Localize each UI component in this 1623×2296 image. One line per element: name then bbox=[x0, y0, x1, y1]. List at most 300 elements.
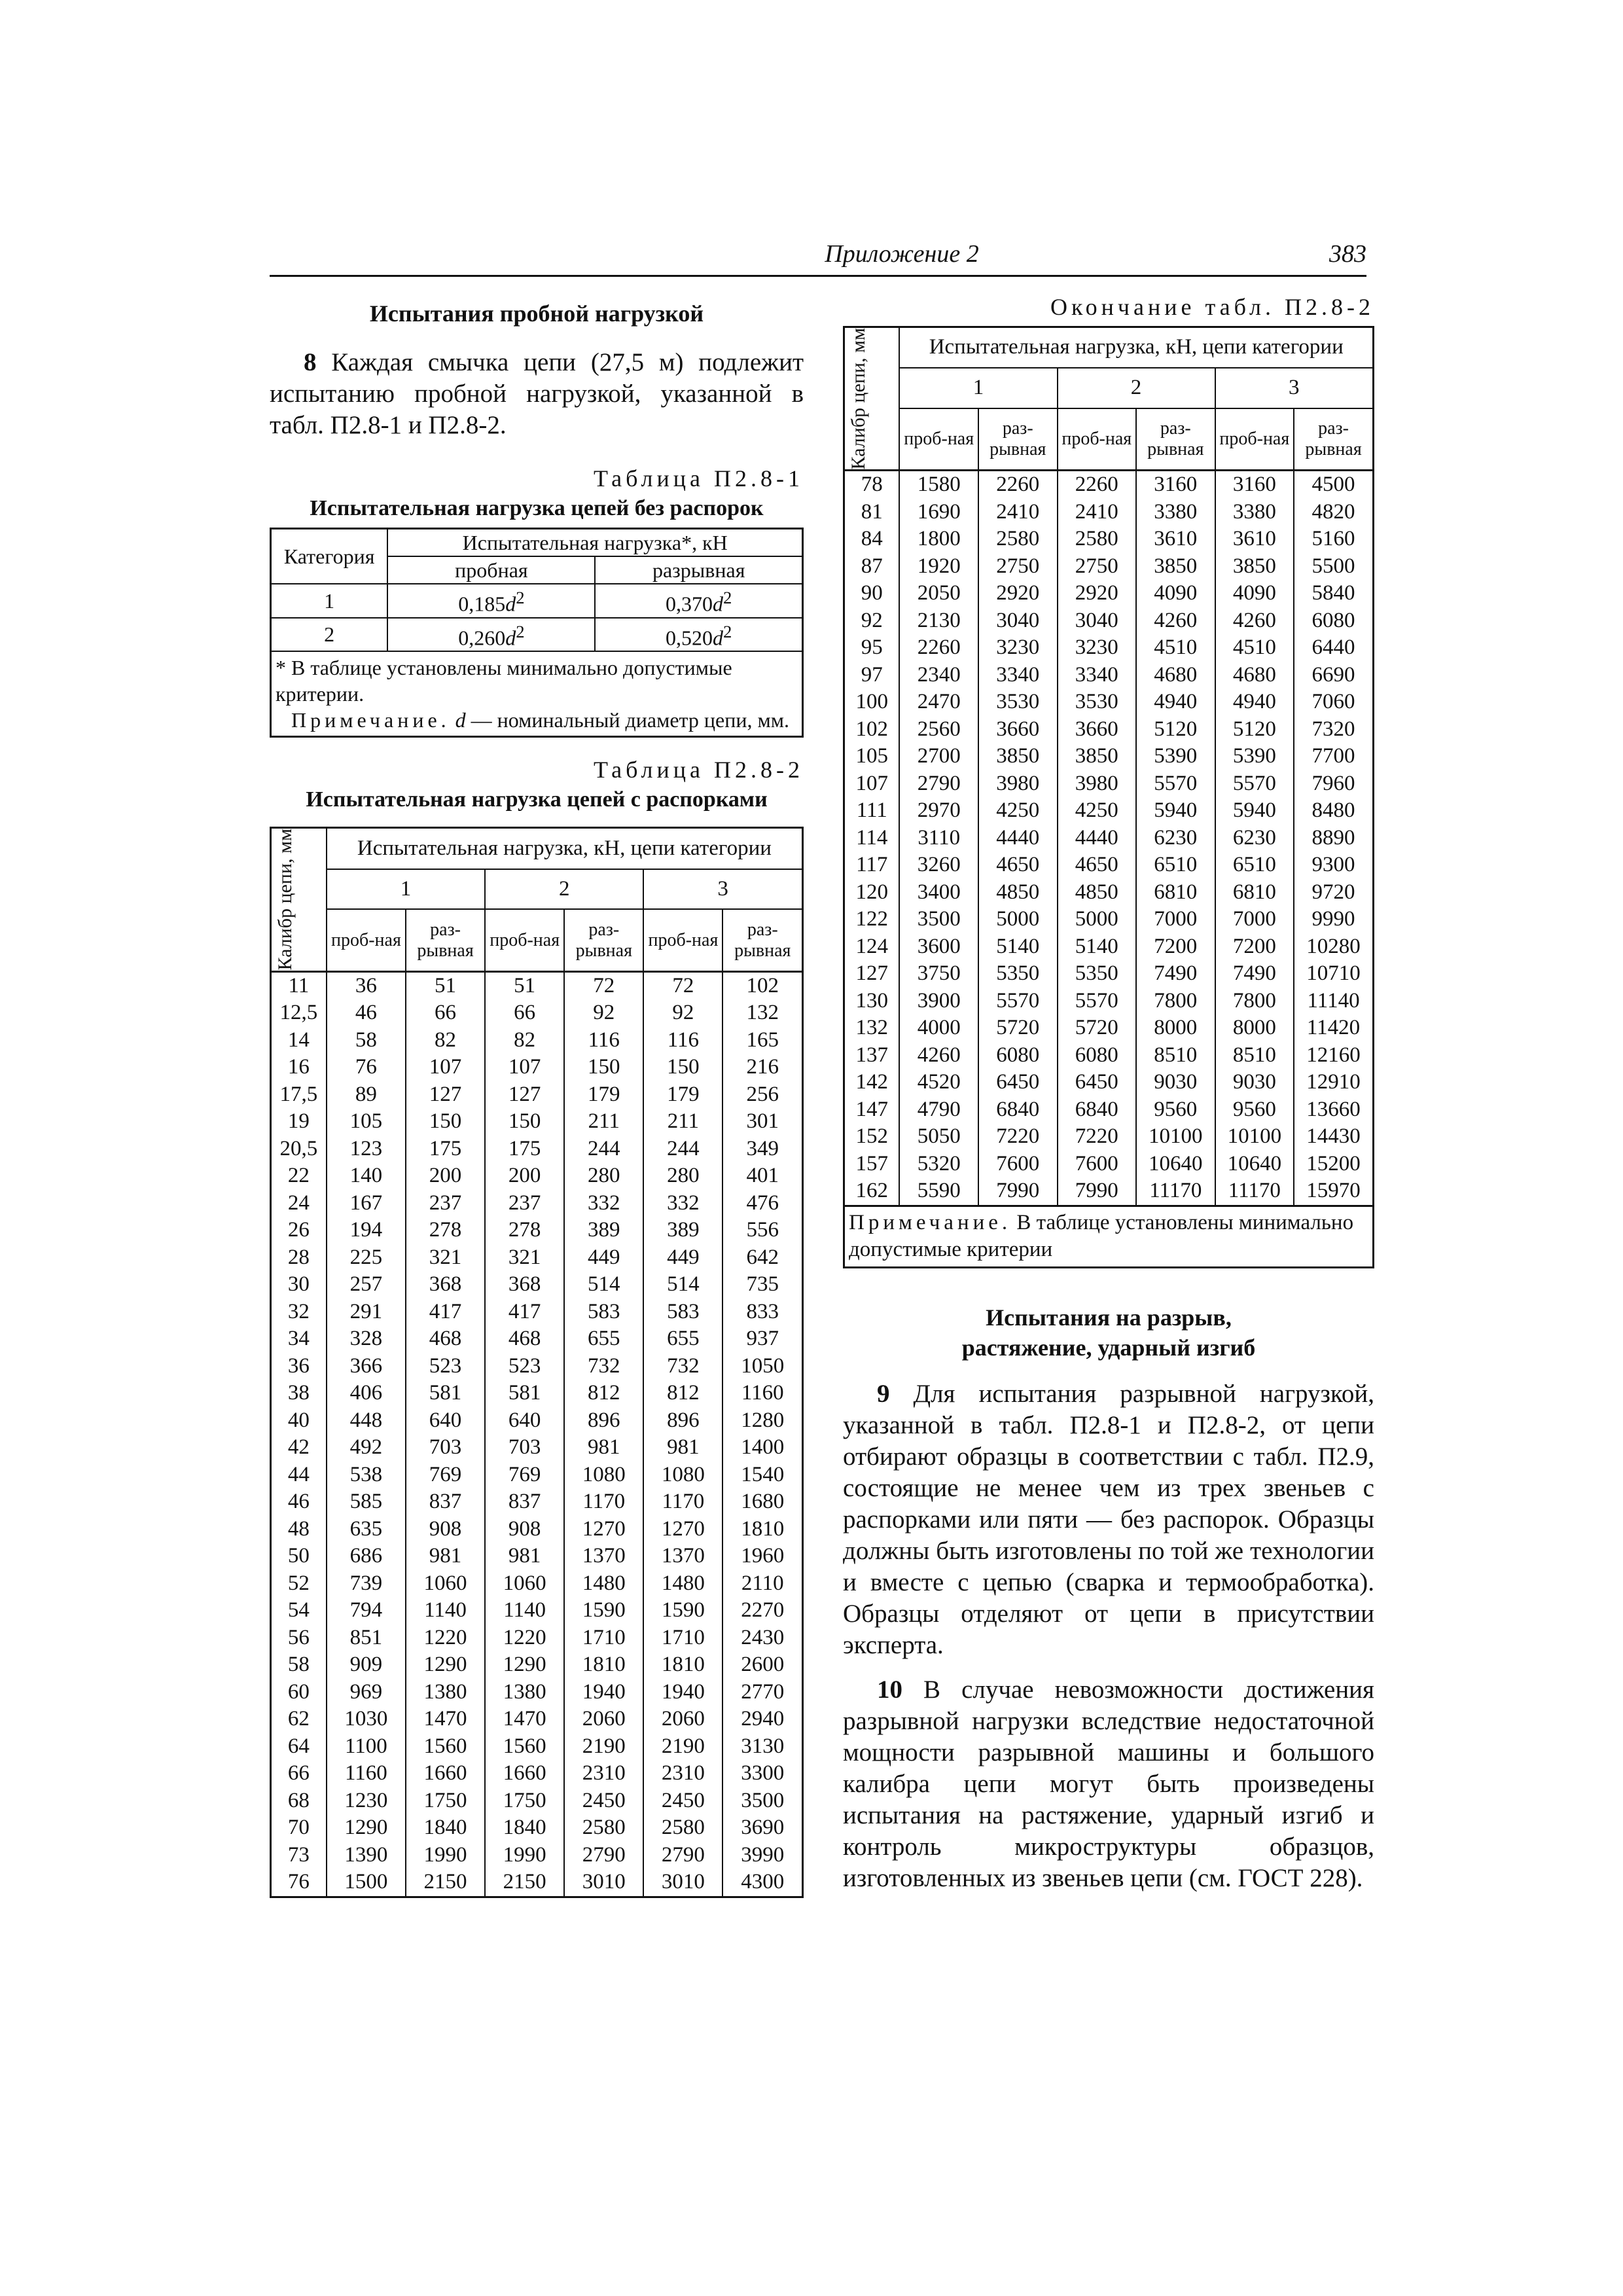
table-row bbox=[844, 580, 1374, 607]
page-header bbox=[270, 238, 1366, 277]
load-cell: 165 bbox=[722, 1027, 802, 1054]
load-cell: 8890 bbox=[1294, 825, 1373, 852]
load-cell: 11420 bbox=[1294, 1014, 1373, 1042]
load-cell: 76 bbox=[327, 1054, 406, 1081]
load-cell: 1270 bbox=[564, 1516, 643, 1543]
load-cell: 4820 bbox=[1294, 499, 1373, 526]
table-2-header-proof: проб-ная bbox=[899, 408, 978, 471]
load-cell: 2130 bbox=[899, 607, 978, 635]
load-cell: 2750 bbox=[1058, 553, 1137, 581]
load-cell: 1080 bbox=[564, 1462, 643, 1489]
paragraph-10 bbox=[843, 1674, 1374, 1894]
load-cell: 7220 bbox=[1058, 1123, 1137, 1151]
load-cell: 225 bbox=[327, 1244, 406, 1272]
load-cell: 5570 bbox=[1058, 988, 1137, 1015]
load-cell: 1920 bbox=[899, 553, 978, 581]
load-cell: 417 bbox=[485, 1299, 564, 1326]
load-cell: 3900 bbox=[899, 988, 978, 1015]
load-cell: 5940 bbox=[1136, 797, 1215, 825]
load-cell: 321 bbox=[406, 1244, 485, 1272]
load-cell: 583 bbox=[643, 1299, 722, 1326]
load-cell: 3230 bbox=[1058, 634, 1137, 662]
load-cell: 328 bbox=[327, 1325, 406, 1353]
load-cell: 3610 bbox=[1136, 526, 1215, 553]
load-cell: 7000 bbox=[1136, 906, 1215, 933]
load-cell: 8000 bbox=[1136, 1014, 1215, 1042]
load-cell: 12910 bbox=[1294, 1069, 1373, 1096]
caliber-cell: 122 bbox=[844, 906, 900, 933]
caliber-cell: 147 bbox=[844, 1096, 900, 1124]
load-cell: 2410 bbox=[1058, 499, 1137, 526]
load-cell: 7700 bbox=[1294, 743, 1373, 770]
load-cell: 1990 bbox=[406, 1842, 485, 1869]
load-cell: 1100 bbox=[327, 1733, 406, 1761]
load-cell: 7220 bbox=[978, 1123, 1058, 1151]
load-cell: 896 bbox=[643, 1407, 722, 1435]
load-cell: 1380 bbox=[406, 1679, 485, 1706]
load-cell: 349 bbox=[722, 1136, 802, 1163]
load-cell: 9030 bbox=[1136, 1069, 1215, 1096]
caliber-cell: 68 bbox=[271, 1787, 327, 1815]
load-cell: 179 bbox=[564, 1081, 643, 1109]
caliber-cell: 16 bbox=[271, 1054, 327, 1081]
load-cell: 1590 bbox=[643, 1597, 722, 1624]
caliber-cell: 84 bbox=[844, 526, 900, 553]
load-cell: 10710 bbox=[1294, 960, 1373, 988]
caliber-cell: 17,5 bbox=[271, 1081, 327, 1109]
load-cell: 1080 bbox=[643, 1462, 722, 1489]
load-cell: 3340 bbox=[1058, 662, 1137, 689]
load-cell: 583 bbox=[564, 1299, 643, 1326]
load-cell: 127 bbox=[406, 1081, 485, 1109]
load-cell: 2970 bbox=[899, 797, 978, 825]
load-cell: 72 bbox=[643, 971, 722, 999]
load-cell: 1560 bbox=[406, 1733, 485, 1761]
load-cell: 3130 bbox=[722, 1733, 802, 1761]
table-row bbox=[271, 1108, 803, 1136]
load-cell: 7320 bbox=[1294, 716, 1373, 744]
load-cell: 4000 bbox=[899, 1014, 978, 1042]
load-cell: 2050 bbox=[899, 580, 978, 607]
table-cell: $0,185d^2$ bbox=[387, 584, 595, 618]
load-cell: 368 bbox=[406, 1271, 485, 1299]
load-cell: 4680 bbox=[1136, 662, 1215, 689]
table-2-header-break: раз-рывная bbox=[564, 909, 643, 971]
load-cell: 1960 bbox=[722, 1543, 802, 1570]
load-cell: 6840 bbox=[978, 1096, 1058, 1124]
caliber-cell: 64 bbox=[271, 1733, 327, 1761]
table-row bbox=[844, 471, 1374, 499]
load-cell: 1140 bbox=[406, 1597, 485, 1624]
load-cell: 6510 bbox=[1136, 852, 1215, 879]
table-row bbox=[271, 1787, 803, 1815]
load-cell: 1540 bbox=[722, 1462, 802, 1489]
load-cell: 2310 bbox=[643, 1760, 722, 1787]
load-cell: 82 bbox=[485, 1027, 564, 1054]
load-cell: 981 bbox=[643, 1434, 722, 1462]
load-cell: 167 bbox=[327, 1190, 406, 1217]
table-2-header-cat2: 2 bbox=[485, 869, 643, 910]
table-2-header-proof: проб-ная bbox=[327, 909, 406, 971]
load-cell: 2790 bbox=[899, 770, 978, 798]
caliber-cell: 22 bbox=[271, 1162, 327, 1190]
table-2-header-break: раз-рывная bbox=[1294, 408, 1373, 471]
table-row bbox=[844, 1177, 1374, 1206]
table-2-header-break: раз-рывная bbox=[1136, 408, 1215, 471]
table-row bbox=[844, 825, 1374, 852]
load-cell: 523 bbox=[485, 1353, 564, 1380]
load-cell: 1690 bbox=[899, 499, 978, 526]
load-cell: 3660 bbox=[978, 716, 1058, 744]
caliber-cell: 32 bbox=[271, 1299, 327, 1326]
load-cell: 1590 bbox=[564, 1597, 643, 1624]
table-row bbox=[844, 662, 1374, 689]
load-cell: 2060 bbox=[564, 1706, 643, 1733]
load-cell: 812 bbox=[564, 1380, 643, 1407]
table-2-title: Испытательная нагрузка цепей с распорками bbox=[306, 787, 768, 812]
caliber-cell: 70 bbox=[271, 1814, 327, 1842]
load-cell: 11170 bbox=[1215, 1177, 1294, 1206]
note-label: Примечание. bbox=[291, 708, 450, 732]
caliber-cell: 102 bbox=[844, 716, 900, 744]
caliber-cell: 38 bbox=[271, 1380, 327, 1407]
caliber-cell: 30 bbox=[271, 1271, 327, 1299]
load-cell: 1290 bbox=[327, 1814, 406, 1842]
paragraph-9-number: 9 bbox=[877, 1379, 890, 1408]
table-row bbox=[271, 971, 803, 999]
caliber-cell: 76 bbox=[271, 1869, 327, 1897]
load-cell: 5000 bbox=[1058, 906, 1137, 933]
table-1-header-break: разрывная bbox=[595, 556, 802, 584]
load-cell: 1170 bbox=[564, 1488, 643, 1516]
load-cell: 332 bbox=[643, 1190, 722, 1217]
load-cell: 2450 bbox=[643, 1787, 722, 1815]
load-cell: 368 bbox=[485, 1271, 564, 1299]
table-row bbox=[271, 1733, 803, 1761]
load-cell: 5350 bbox=[978, 960, 1058, 988]
load-cell: 8000 bbox=[1215, 1014, 1294, 1042]
load-cell: 256 bbox=[722, 1081, 802, 1109]
caliber-cell: 36 bbox=[271, 1353, 327, 1380]
caliber-cell: 100 bbox=[844, 689, 900, 716]
table-row bbox=[844, 906, 1374, 933]
load-cell: 1940 bbox=[564, 1679, 643, 1706]
caliber-cell: 52 bbox=[271, 1570, 327, 1598]
load-cell: 1370 bbox=[564, 1543, 643, 1570]
load-cell: 3850 bbox=[1058, 743, 1137, 770]
caliber-cell: 92 bbox=[844, 607, 900, 635]
caliber-cell: 152 bbox=[844, 1123, 900, 1151]
load-cell: 3300 bbox=[722, 1760, 802, 1787]
table-row bbox=[271, 1027, 803, 1054]
load-cell: 3010 bbox=[643, 1869, 722, 1897]
table-2-header-caliber: Калибр цепи, мм bbox=[271, 828, 327, 971]
load-cell: 2580 bbox=[1058, 526, 1137, 553]
load-cell: 15200 bbox=[1294, 1151, 1373, 1178]
table-row bbox=[844, 1123, 1374, 1151]
load-cell: 1380 bbox=[485, 1679, 564, 1706]
load-cell: 4500 bbox=[1294, 471, 1373, 499]
table-row bbox=[844, 988, 1374, 1015]
load-cell: 1940 bbox=[643, 1679, 722, 1706]
load-cell: 6690 bbox=[1294, 662, 1373, 689]
load-cell: 2560 bbox=[899, 716, 978, 744]
load-cell: 4440 bbox=[1058, 825, 1137, 852]
table-row bbox=[271, 1162, 803, 1190]
load-cell: 3980 bbox=[978, 770, 1058, 798]
table-row bbox=[271, 1570, 803, 1598]
load-cell: 1230 bbox=[327, 1787, 406, 1815]
load-cell: 908 bbox=[485, 1516, 564, 1543]
load-cell: 1840 bbox=[485, 1814, 564, 1842]
table-2-header-break: раз-рывная bbox=[406, 909, 485, 971]
load-cell: 1280 bbox=[722, 1407, 802, 1435]
load-cell: 981 bbox=[564, 1434, 643, 1462]
load-cell: 640 bbox=[485, 1407, 564, 1435]
load-cell: 82 bbox=[406, 1027, 485, 1054]
caliber-cell: 56 bbox=[271, 1624, 327, 1652]
load-cell: 200 bbox=[485, 1162, 564, 1190]
load-cell: 2700 bbox=[899, 743, 978, 770]
load-cell: 7490 bbox=[1136, 960, 1215, 988]
load-cell: 5940 bbox=[1215, 797, 1294, 825]
paragraph-9 bbox=[843, 1378, 1374, 1661]
table-row bbox=[271, 1516, 803, 1543]
load-cell: 2580 bbox=[643, 1814, 722, 1842]
load-cell: 6450 bbox=[978, 1069, 1058, 1096]
load-cell: 5570 bbox=[1136, 770, 1215, 798]
table-row bbox=[271, 1869, 803, 1897]
load-cell: 1500 bbox=[327, 1869, 406, 1897]
load-cell: 1160 bbox=[722, 1380, 802, 1407]
load-cell: 7800 bbox=[1136, 988, 1215, 1015]
paragraph-8-text: Каждая смычка цепи (27,5 м) подлежит испытанию пробной нагрузкой, указанной в табл. П2.8-1 и П2.8-2. bbox=[270, 348, 804, 439]
load-cell: 981 bbox=[485, 1543, 564, 1570]
table-row bbox=[844, 499, 1374, 526]
load-cell: 5390 bbox=[1136, 743, 1215, 770]
table-row bbox=[271, 1679, 803, 1706]
table-row bbox=[844, 553, 1374, 581]
caliber-cell: 114 bbox=[844, 825, 900, 852]
load-cell: 642 bbox=[722, 1244, 802, 1272]
load-cell: 2260 bbox=[978, 471, 1058, 499]
load-cell: 3850 bbox=[1136, 553, 1215, 581]
load-cell: 703 bbox=[485, 1434, 564, 1462]
load-cell: 7600 bbox=[978, 1151, 1058, 1178]
load-cell: 735 bbox=[722, 1271, 802, 1299]
load-cell: 6080 bbox=[1294, 607, 1373, 635]
load-cell: 523 bbox=[406, 1353, 485, 1380]
load-cell: 769 bbox=[406, 1462, 485, 1489]
load-cell: 5840 bbox=[1294, 580, 1373, 607]
load-cell: 401 bbox=[722, 1162, 802, 1190]
caliber-cell: 42 bbox=[271, 1434, 327, 1462]
load-cell: 6840 bbox=[1058, 1096, 1137, 1124]
load-cell: 3260 bbox=[899, 852, 978, 879]
table-row bbox=[271, 1190, 803, 1217]
load-cell: 1840 bbox=[406, 1814, 485, 1842]
caliber-cell: 97 bbox=[844, 662, 900, 689]
load-cell: 150 bbox=[564, 1054, 643, 1081]
table-row bbox=[271, 1054, 803, 1081]
load-cell: 301 bbox=[722, 1108, 802, 1136]
load-cell: 237 bbox=[406, 1190, 485, 1217]
load-cell: 9560 bbox=[1215, 1096, 1294, 1124]
table-row bbox=[844, 1014, 1374, 1042]
table-row bbox=[271, 1217, 803, 1244]
load-cell: 1560 bbox=[485, 1733, 564, 1761]
load-cell: 5320 bbox=[899, 1151, 978, 1178]
load-cell: 1750 bbox=[485, 1787, 564, 1815]
section-title-break-tests-line2: растяжение, ударный изгиб bbox=[961, 1334, 1256, 1361]
table-row bbox=[271, 1814, 803, 1842]
paragraph-10-text: В случае невозможности достижения разрывной нагрузки вследствие недостаточной мощности разрывной машины и большого калибра цепи могут быть произведены испытания на растяжение, ударный изгиб и контроль микроструктуры образцов, изготовленных из звеньев цепи (см. ГОСТ 228). bbox=[843, 1675, 1374, 1892]
table-cell: 2 bbox=[271, 618, 388, 652]
caliber-cell: 54 bbox=[271, 1597, 327, 1624]
table-1-footnote: * В таблице установлены минимально допустимые критерии. Примечание. d — номинальный диаметр цепи, мм. bbox=[271, 651, 803, 737]
table-row bbox=[271, 1651, 803, 1679]
caliber-cell: 20,5 bbox=[271, 1136, 327, 1163]
table-row bbox=[844, 852, 1374, 879]
table-cell: 1 bbox=[271, 584, 388, 618]
caliber-cell: 87 bbox=[844, 553, 900, 581]
caliber-cell: 105 bbox=[844, 743, 900, 770]
load-cell: 4300 bbox=[722, 1869, 802, 1897]
load-cell: 2260 bbox=[1058, 471, 1137, 499]
load-cell: 1060 bbox=[485, 1570, 564, 1598]
caliber-cell: 60 bbox=[271, 1679, 327, 1706]
caliber-cell: 137 bbox=[844, 1042, 900, 1069]
load-cell: 2430 bbox=[722, 1624, 802, 1652]
table-row bbox=[844, 1151, 1374, 1178]
load-cell: 2790 bbox=[564, 1842, 643, 1869]
table-row bbox=[844, 634, 1374, 662]
table-row bbox=[271, 1462, 803, 1489]
load-cell: 102 bbox=[722, 971, 802, 999]
load-cell: 468 bbox=[406, 1325, 485, 1353]
table-row bbox=[271, 1081, 803, 1109]
table-row bbox=[844, 1096, 1374, 1124]
load-cell: 1660 bbox=[406, 1760, 485, 1787]
load-cell: 150 bbox=[643, 1054, 722, 1081]
page-number: 383 bbox=[1329, 240, 1366, 268]
table-1 bbox=[270, 528, 804, 738]
load-cell: 468 bbox=[485, 1325, 564, 1353]
load-cell: 406 bbox=[327, 1380, 406, 1407]
table-row bbox=[271, 999, 803, 1027]
load-cell: 3500 bbox=[899, 906, 978, 933]
load-cell: 739 bbox=[327, 1570, 406, 1598]
load-cell: 2920 bbox=[978, 580, 1058, 607]
load-cell: 732 bbox=[564, 1353, 643, 1380]
table-2-continuation-label: Окончание табл. П2.8-2 bbox=[1050, 294, 1374, 320]
table-row bbox=[844, 933, 1374, 961]
table-cell: $0,370d^2$ bbox=[595, 584, 802, 618]
load-cell: 4090 bbox=[1215, 580, 1294, 607]
load-cell: 1710 bbox=[564, 1624, 643, 1652]
table-2-header-break: раз-рывная bbox=[978, 408, 1058, 471]
load-cell: 4650 bbox=[1058, 852, 1137, 879]
table-row bbox=[271, 1353, 803, 1380]
load-cell: 812 bbox=[643, 1380, 722, 1407]
section-title-break-tests-line1: Испытания на разрыв, bbox=[986, 1304, 1232, 1331]
load-cell: 837 bbox=[485, 1488, 564, 1516]
load-cell: 7800 bbox=[1215, 988, 1294, 1015]
load-cell: 6440 bbox=[1294, 634, 1373, 662]
load-cell: 909 bbox=[327, 1651, 406, 1679]
load-cell: 5140 bbox=[1058, 933, 1137, 961]
load-cell: 1370 bbox=[643, 1543, 722, 1570]
table-row bbox=[271, 1706, 803, 1733]
load-cell: 332 bbox=[564, 1190, 643, 1217]
table-row bbox=[844, 797, 1374, 825]
load-cell: 7060 bbox=[1294, 689, 1373, 716]
load-cell: 321 bbox=[485, 1244, 564, 1272]
load-cell: 703 bbox=[406, 1434, 485, 1462]
load-cell: 794 bbox=[327, 1597, 406, 1624]
load-cell: 1290 bbox=[406, 1651, 485, 1679]
table-row bbox=[844, 716, 1374, 744]
load-cell: 6510 bbox=[1215, 852, 1294, 879]
caliber-cell: 66 bbox=[271, 1760, 327, 1787]
load-cell: 6230 bbox=[1215, 825, 1294, 852]
table-cell: $0,520d^2$ bbox=[595, 618, 802, 652]
load-cell: 4090 bbox=[1136, 580, 1215, 607]
load-cell: 3040 bbox=[1058, 607, 1137, 635]
load-cell: 5140 bbox=[978, 933, 1058, 961]
load-cell: 2580 bbox=[564, 1814, 643, 1842]
load-cell: 1030 bbox=[327, 1706, 406, 1733]
load-cell: 5570 bbox=[978, 988, 1058, 1015]
load-cell: 175 bbox=[485, 1136, 564, 1163]
table-2-header-proof: проб-ная bbox=[1058, 408, 1137, 471]
load-cell: 4650 bbox=[978, 852, 1058, 879]
load-cell: 1470 bbox=[485, 1706, 564, 1733]
load-cell: 7990 bbox=[978, 1177, 1058, 1206]
load-cell: 280 bbox=[643, 1162, 722, 1190]
load-cell: 237 bbox=[485, 1190, 564, 1217]
table-2-header-group: Испытательная нагрузка, кН, цепи категории bbox=[327, 828, 803, 869]
load-cell: 3230 bbox=[978, 634, 1058, 662]
table-row bbox=[844, 1069, 1374, 1096]
load-cell: 5720 bbox=[978, 1014, 1058, 1042]
load-cell: 2790 bbox=[643, 1842, 722, 1869]
load-cell: 6810 bbox=[1215, 879, 1294, 906]
caliber-cell: 157 bbox=[844, 1151, 900, 1178]
caliber-cell: 14 bbox=[271, 1027, 327, 1054]
load-cell: 640 bbox=[406, 1407, 485, 1435]
table-2-note: Примечание. В таблице установлены минимально допустимые критерии bbox=[844, 1206, 1374, 1267]
load-cell: 476 bbox=[722, 1190, 802, 1217]
load-cell: 538 bbox=[327, 1462, 406, 1489]
load-cell: 280 bbox=[564, 1162, 643, 1190]
load-cell: 51 bbox=[485, 971, 564, 999]
load-cell: 107 bbox=[485, 1054, 564, 1081]
load-cell: 2600 bbox=[722, 1651, 802, 1679]
load-cell: 175 bbox=[406, 1136, 485, 1163]
load-cell: 2920 bbox=[1058, 580, 1137, 607]
table-row bbox=[844, 960, 1374, 988]
load-cell: 1710 bbox=[643, 1624, 722, 1652]
table-row bbox=[271, 1624, 803, 1652]
load-cell: 3610 bbox=[1215, 526, 1294, 553]
load-cell: 2110 bbox=[722, 1570, 802, 1598]
load-cell: 1140 bbox=[485, 1597, 564, 1624]
load-cell: 5350 bbox=[1058, 960, 1137, 988]
load-cell: 7200 bbox=[1136, 933, 1215, 961]
left-column bbox=[270, 296, 804, 1898]
load-cell: 3010 bbox=[564, 1869, 643, 1897]
